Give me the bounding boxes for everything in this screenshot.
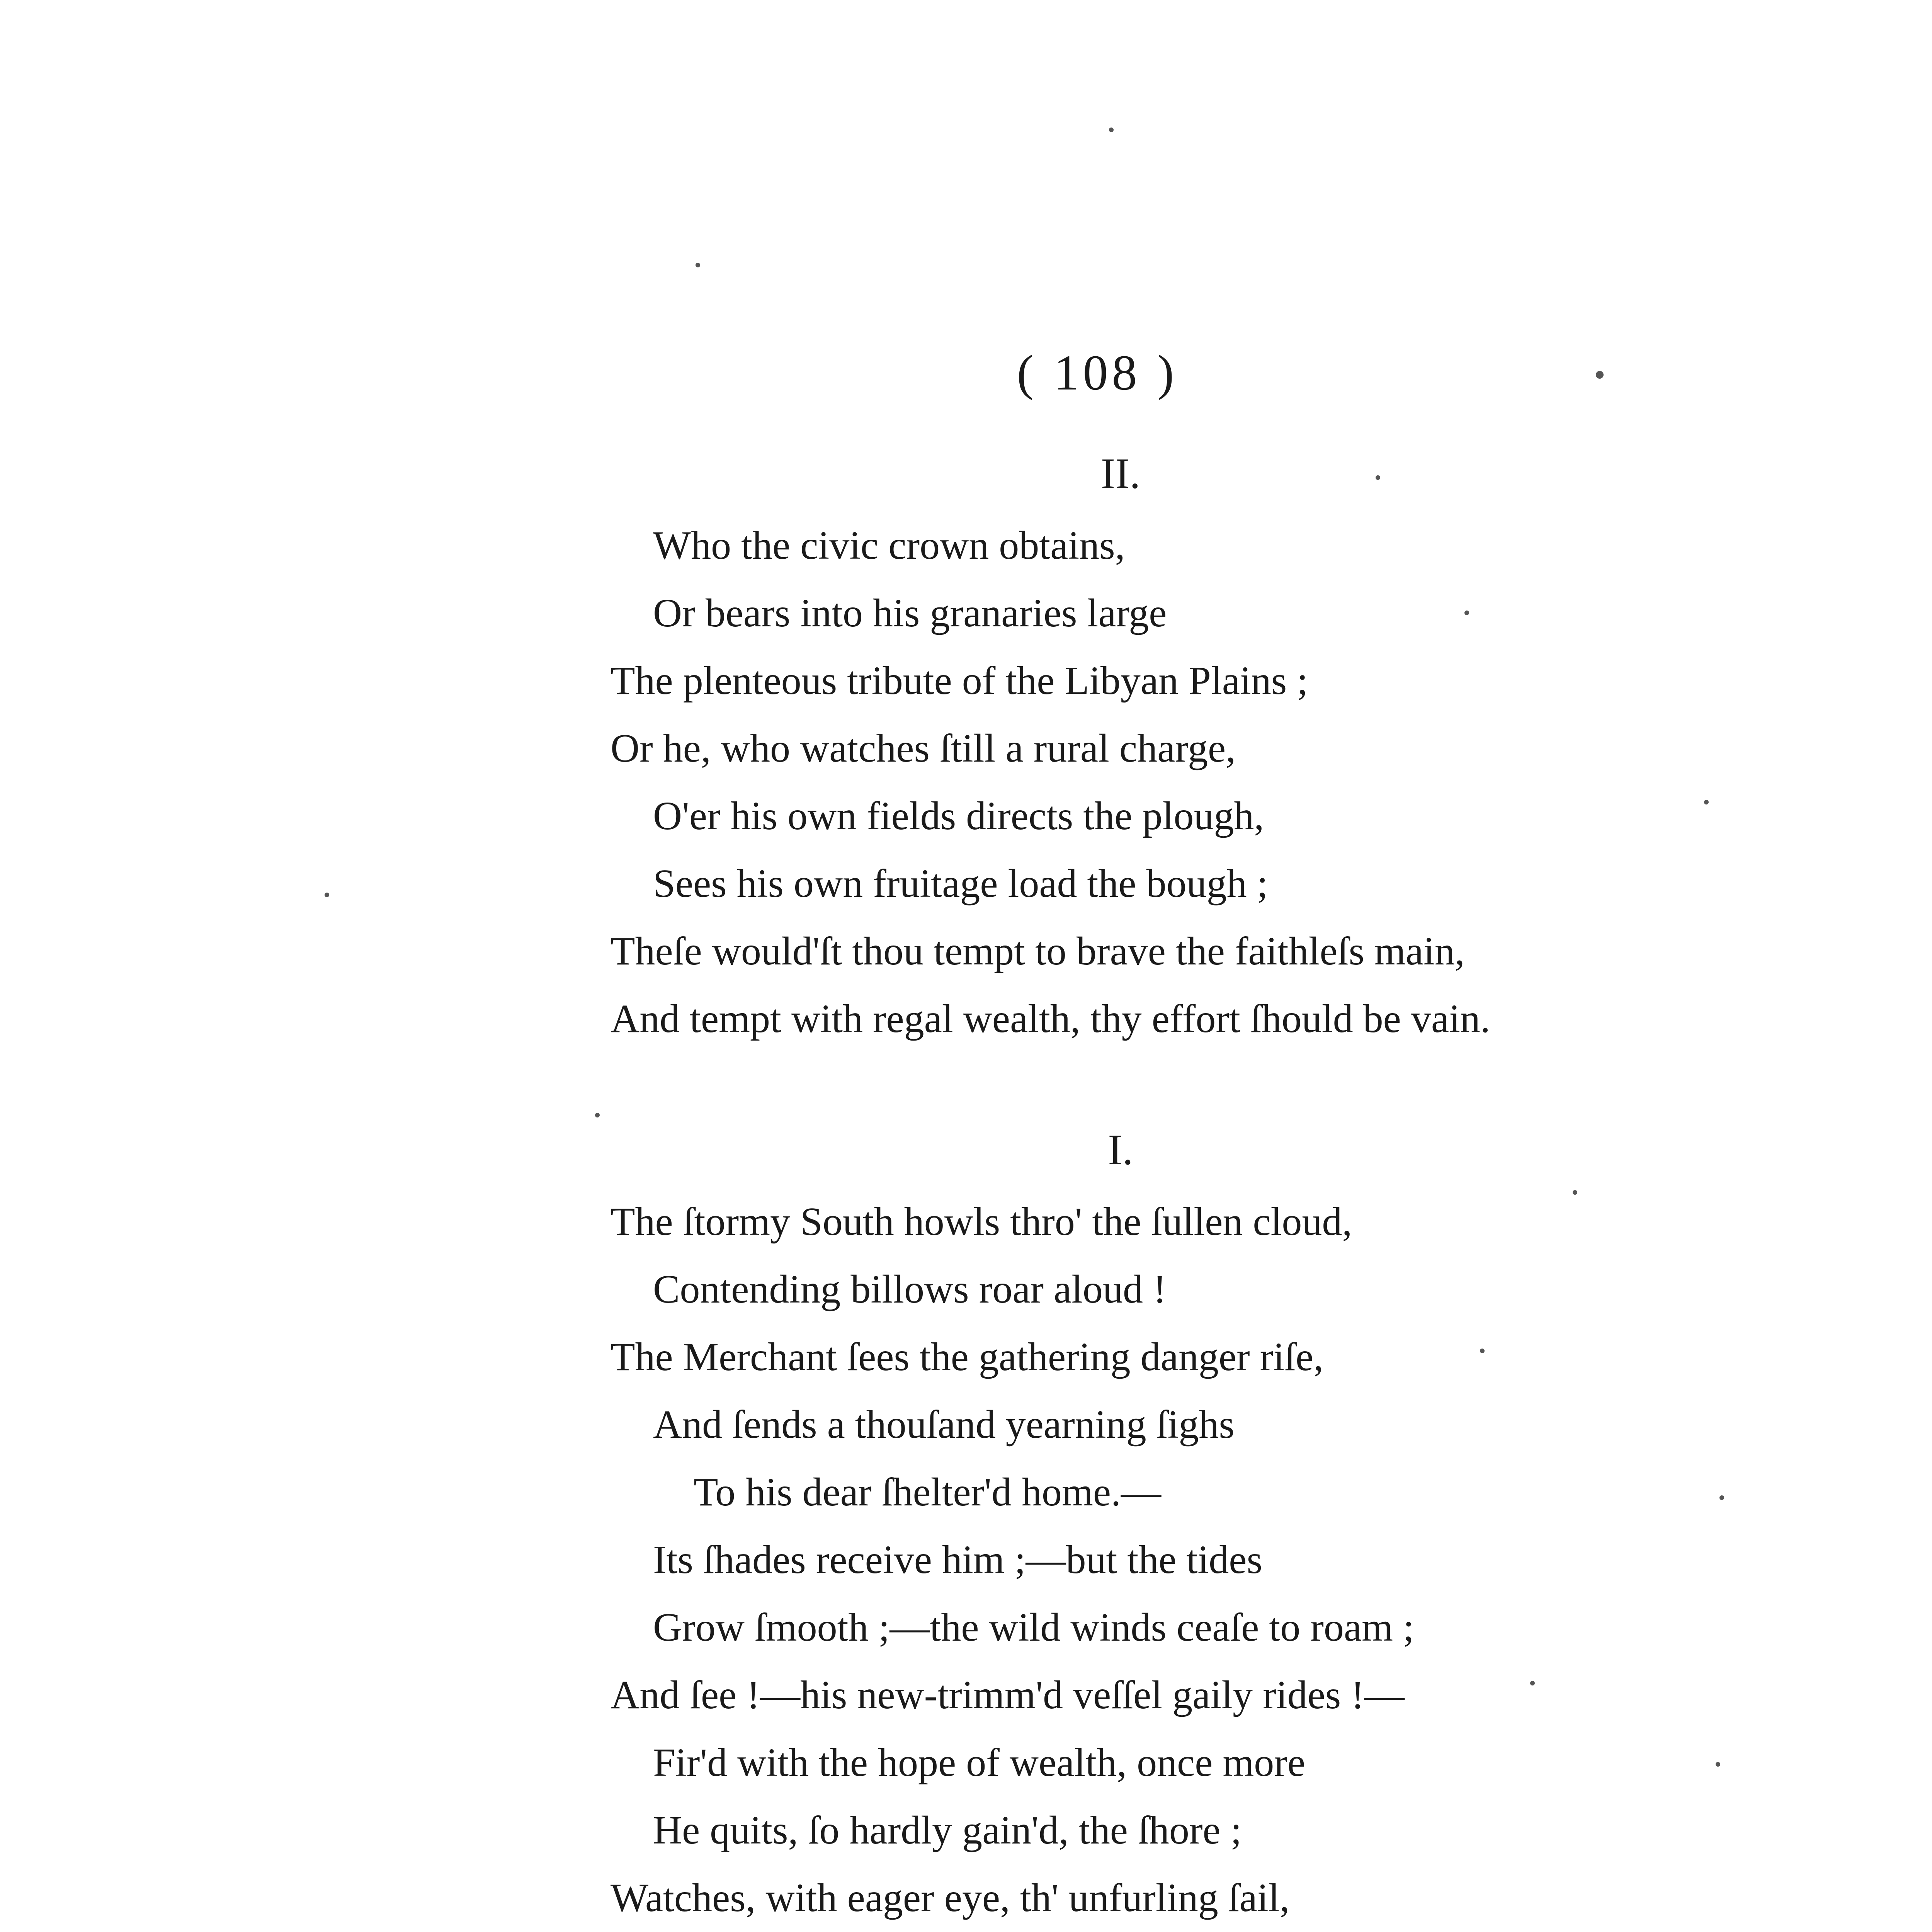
print-speck <box>325 893 329 897</box>
page-number: ( 108 ) <box>1017 345 1178 401</box>
poem-line: Watches, with eager eye, th' unfurling ſail, <box>611 1876 1290 1920</box>
print-speck <box>1596 371 1604 379</box>
poem-line: He quits, ſo hardly gain'd, the ſhore ; <box>653 1808 1242 1852</box>
poem-line: O'er his own fields directs the plough, <box>653 794 1264 838</box>
print-speck <box>696 263 700 267</box>
print-speck <box>1464 611 1469 615</box>
poem-line: Theſe would'ſt thou tempt to brave the faithleſs main, <box>611 929 1465 973</box>
print-speck <box>595 1113 600 1117</box>
print-speck <box>1480 1349 1485 1353</box>
print-speck <box>1109 128 1114 132</box>
poem-line: Grow ſmooth ;—the wild winds ceaſe to roam ; <box>653 1605 1414 1650</box>
poem-line: Who the civic crown obtains, <box>653 523 1125 568</box>
print-speck <box>1719 1495 1724 1500</box>
poem-line: Its ſhades receive him ;—but the tides <box>653 1537 1262 1582</box>
print-speck <box>1573 1190 1577 1195</box>
poem-line: Contending billows roar aloud ! <box>653 1267 1167 1311</box>
poem-line: Fir'd with the hope of wealth, once more <box>653 1740 1306 1785</box>
stanza-number: II. <box>1100 450 1141 498</box>
poem-line: Or bears into his granaries large <box>653 591 1167 635</box>
print-speck <box>1376 475 1380 480</box>
stanza-number: I. <box>1108 1126 1133 1174</box>
poem-line: The ſtormy South howls thro' the ſullen cloud, <box>611 1199 1352 1244</box>
poem-line: And ſends a thouſand yearning ſighs <box>653 1402 1235 1447</box>
print-speck <box>1716 1762 1720 1767</box>
poem-line: Sees his own fruitage load the bough ; <box>653 861 1268 906</box>
poem-line: To his dear ſhelter'd home.— <box>694 1470 1162 1514</box>
poem-line: The Merchant ſees the gathering danger riſe, <box>611 1335 1324 1379</box>
print-speck <box>1530 1681 1535 1685</box>
poem-line: And ſee !—his new-trimm'd veſſel gaily rides !— <box>611 1673 1405 1717</box>
print-speck <box>1704 800 1709 804</box>
poem-line: The plenteous tribute of the Libyan Plains ; <box>611 658 1308 703</box>
poem-line: And tempt with regal wealth, thy effort ſhould be vain. <box>611 997 1490 1041</box>
poem-line: Or he, who watches ſtill a rural charge, <box>611 726 1236 770</box>
